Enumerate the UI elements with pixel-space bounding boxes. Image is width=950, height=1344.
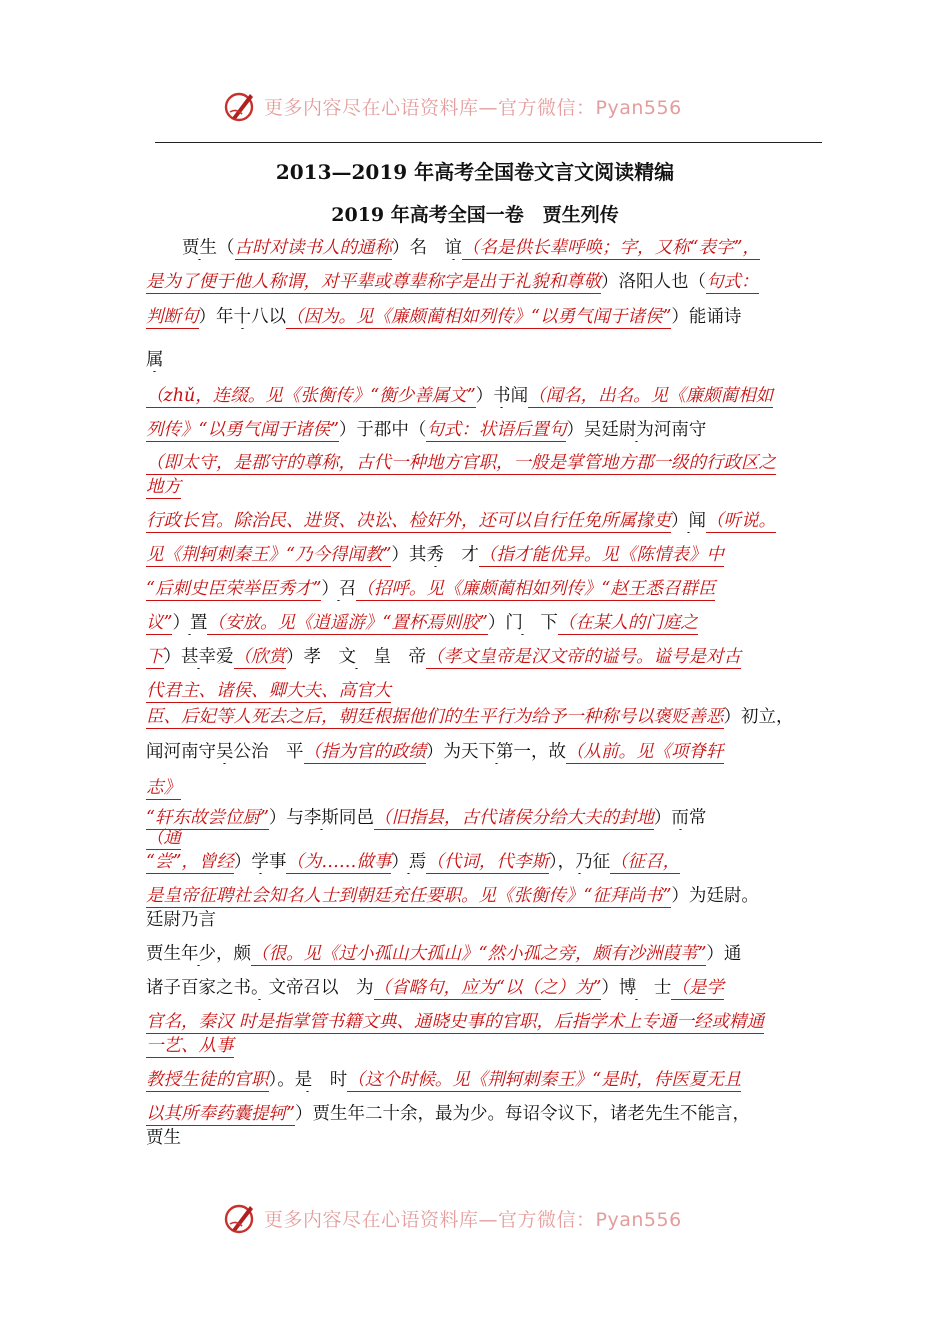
annotation-note: 议”: [146, 613, 173, 633]
banner-text: 更多内容尽在心语资料库—官方微信：Pyan556: [264, 96, 682, 119]
text-line: [146, 705, 830, 729]
annotation-note: （从前。见《项脊轩: [566, 742, 724, 762]
source-text: ）名: [392, 238, 445, 258]
glossed-term: ）而常: [653, 808, 707, 828]
annotation-note: （是学: [671, 978, 724, 998]
annotation-note: “后刺史臣荣举臣秀才”: [146, 579, 322, 599]
text-line: [146, 976, 830, 1000]
text-line: [146, 305, 830, 329]
annotation-note: （很。见《过小孤山大孤山》“然小孤之旁，颇有沙洲葭苇”: [251, 944, 707, 964]
text-line: [146, 776, 830, 800]
banner-text: 更多内容尽在心语资料库—官方微信：Pyan556: [264, 1208, 682, 1231]
annotation-note: “尝”，曾经: [146, 852, 234, 872]
annotation-note: 一艺、从事: [146, 1036, 234, 1056]
text-line: [146, 236, 830, 260]
annotation-note: 句式：状语后置句: [426, 420, 567, 440]
glossed-term: ）焉: [391, 852, 427, 872]
annotation-note: “轩东故尝位厨”: [146, 808, 269, 828]
text-line: [146, 509, 830, 533]
glossed-term: ）甚幸爱: [163, 647, 234, 667]
glossed-term: ）召: [321, 579, 357, 599]
glossed-term: ）书闻: [475, 386, 529, 406]
text-line: [146, 475, 830, 499]
annotation-note: （孝文皇帝是汉文帝的谥号。谥号是对古: [426, 647, 741, 667]
annotation-note: 志》: [146, 778, 181, 798]
annotation-note: 官名，秦汉 时是指掌管书籍文典、通晓史事的官职，后指学术上专通一经或精通: [146, 1012, 765, 1032]
glossed-term: 闻河南守吴公治 平: [146, 742, 304, 762]
header-banner: [222, 86, 742, 126]
annotation-note: （征召，: [610, 852, 681, 872]
annotation-note: （招呼。见《廉颇蔺相如列传》“赵王悉召群臣: [356, 579, 716, 599]
annotation-note: 臣、后妃等人死去之后，朝廷根据他们的生平行为给予一种称号以褒贬善恶: [146, 707, 724, 727]
glossed-term: ）门 下: [487, 613, 558, 633]
glossed-term: ）。是 时: [268, 1070, 348, 1090]
annotation-note: 句式：: [706, 272, 759, 292]
text-line: [146, 645, 830, 669]
text-line: [146, 1102, 830, 1126]
annotation-note: 地方: [146, 477, 181, 497]
text-line: [146, 850, 830, 874]
annotation-note: 列传》“以勇气闻于诸侯”: [146, 420, 339, 440]
source-text: ）洛阳人也（: [601, 272, 706, 292]
text-line: [146, 611, 830, 635]
glossed-term: ）孝 文 皇 帝: [286, 647, 426, 667]
annotation-note: （在某人的门庭之: [557, 613, 698, 633]
annotation-note: （安放。见《逍遥游》“置杯焉则胶”: [207, 613, 488, 633]
annotation-note: 古时对读书人的通称: [234, 238, 392, 258]
annotation-note: 判断句: [146, 307, 199, 327]
annotation-note: 代君主、诸侯、卿大夫、高官大: [146, 681, 391, 701]
text-line: [146, 826, 830, 850]
source-text: 贾生: [146, 1128, 181, 1148]
annotation-note: 教授生徒的官职: [146, 1070, 269, 1090]
annotation-note: 行政长官。除治民、进贤、决讼、检奸外，还可以自行任免所属掾吏: [146, 511, 671, 531]
glossed-term: 诸子百家之书。文帝召以 为: [146, 978, 374, 998]
glossed-term: ），乃征: [548, 852, 611, 872]
glossed-term: ）年十八以: [198, 307, 286, 327]
text-line: [146, 270, 830, 294]
glossed-term: ）学事: [233, 852, 287, 872]
source-text: ）能诵诗: [671, 307, 742, 327]
annotation-note: （通: [146, 828, 181, 848]
glossed-term: 属: [146, 350, 164, 370]
annotation-note: （指才能优异。见《陈情表》中: [478, 545, 724, 565]
header-rule: [155, 142, 822, 143]
annotation-note: 是为了便于他人称谓，对平辈或尊辈称字是出于礼貌和尊敬: [146, 272, 601, 292]
glossed-term: ）置: [172, 613, 208, 633]
text-line: [146, 884, 830, 908]
source-text: ）于郡中（: [338, 420, 427, 440]
text-line: [146, 543, 830, 567]
annotation-note: （省略句，应为“以（之）为”: [373, 978, 602, 998]
source-text: （: [217, 238, 235, 258]
annotation-note: 以其所奉药囊提轲”: [146, 1104, 295, 1124]
annotation-note: （这个时候。见《荆轲刺秦王》“是时，侍医夏无且: [347, 1070, 742, 1090]
document-subtitle: 2019 年高考全国一卷 贾生列传: [331, 204, 619, 226]
text-line: [146, 577, 830, 601]
text-line: [146, 942, 830, 966]
annotation-note: 是皇帝征聘社会知名人士到朝廷充任要职。见《张衡传》“征拜尚书”: [146, 886, 672, 906]
quill-logo-icon: [222, 1200, 258, 1236]
source-text: ）贾生年二十余，最为少。每诏令议下，诸老先生不能言，: [294, 1104, 750, 1124]
source-text: 廷尉乃言: [146, 910, 216, 930]
footer-banner: [222, 1198, 742, 1238]
annotation-note: （指为官的政绩: [303, 742, 426, 762]
quill-logo-icon: [222, 88, 258, 124]
text-line: [146, 679, 830, 703]
annotation-note: （即太守，是郡守的尊称，古代一种地方官职，一般是掌管地方郡一级的行政区之: [146, 453, 776, 473]
glossed-term: ）为天下第一，故: [426, 742, 566, 762]
glossed-term: ）博 士: [601, 978, 672, 998]
annotation-note: （闻名，出名。见《廉颇蔺相如: [528, 386, 774, 406]
annotation-note: （因为。见《廉颇蔺相如列传》“以勇气闻于诸侯”: [286, 307, 672, 327]
source-text: ）通: [706, 944, 742, 964]
document-title: 2013—2019 年高考全国卷文言文阅读精编: [275, 160, 675, 184]
text-line: [146, 348, 830, 372]
text-line: [146, 1068, 830, 1092]
text-line: [146, 1010, 830, 1034]
text-line: [146, 1126, 830, 1150]
text-line: [146, 908, 830, 932]
annotation-note: （为……做事: [286, 852, 392, 872]
annotation-note: 见《荆轲刺秦王》“乃今得闻教”: [146, 545, 392, 565]
glossed-term: ）其秀 才: [391, 545, 479, 565]
glossed-term: 贾生: [182, 238, 217, 258]
annotation-note: （名是供长辈呼唤；字，又称“表字”，: [462, 238, 760, 258]
glossed-term: ）吴廷尉为河南守: [566, 420, 707, 440]
annotation-note: （zhǔ，连缀。见《张衡传》“衡少善属文”: [146, 386, 476, 406]
annotation-note: （听说。: [706, 511, 776, 531]
text-line: [146, 384, 830, 408]
text-line: [146, 1034, 830, 1058]
text-line: [146, 418, 830, 442]
text-line: [146, 740, 830, 764]
glossed-term: 谊: [444, 238, 462, 258]
annotation-note: （欣赏: [233, 647, 286, 667]
annotation-note: 下: [146, 647, 164, 667]
glossed-term: 贾生年少，颇: [146, 944, 251, 964]
source-text: ）初立，: [723, 707, 794, 727]
source-text: ）为廷尉。: [671, 886, 759, 906]
glossed-term: ）与李斯同邑: [268, 808, 374, 828]
text-line: [146, 451, 830, 475]
annotation-note: （代词，代李斯: [426, 852, 549, 872]
annotation-note: （旧指县，古代诸侯分给大夫的封地: [373, 808, 654, 828]
glossed-term: ）闻: [671, 511, 706, 531]
